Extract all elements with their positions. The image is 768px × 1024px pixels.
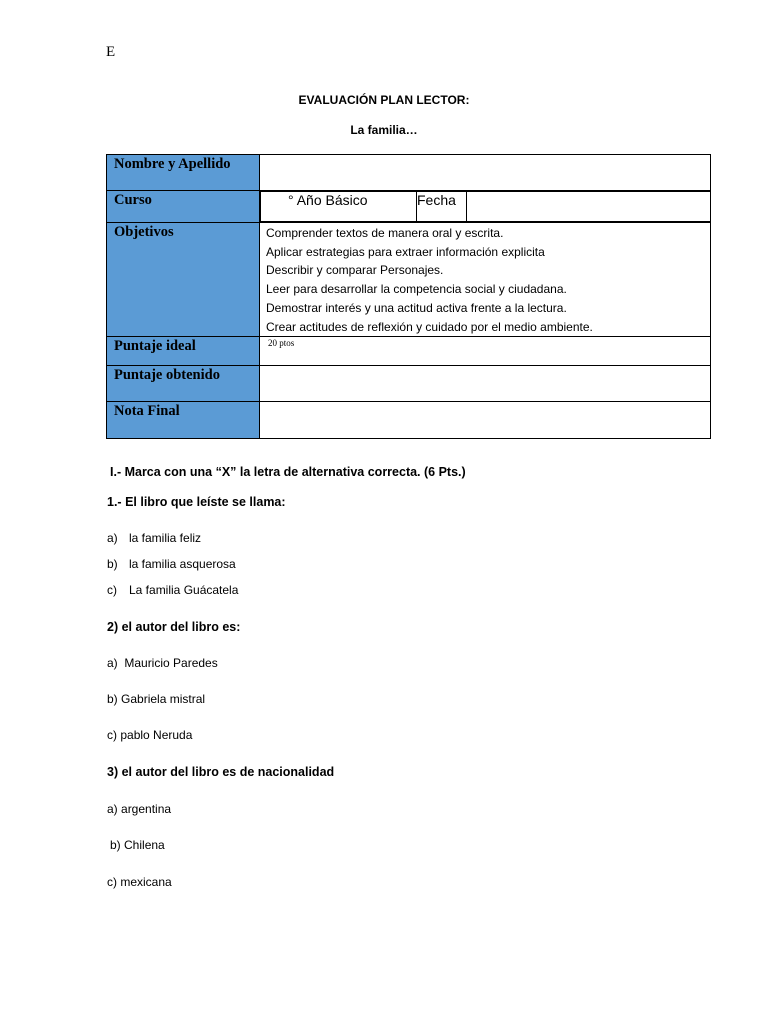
- option-row[interactable]: [107, 692, 205, 706]
- option-letter: c): [107, 728, 117, 742]
- objective-item: Leer para desarrollar la competencia social y ciudadana.: [266, 282, 567, 297]
- question-3: [107, 765, 334, 779]
- page-title: EVALUACIÓN PLAN LECTOR:: [298, 93, 470, 107]
- option-row[interactable]: [107, 728, 192, 742]
- section-instruction: I.- Marca con una “X” la letra de alternativa correcta. (6 Pts.): [110, 465, 466, 479]
- option-text: Chilena: [124, 838, 165, 852]
- option-letter: b): [110, 838, 121, 852]
- obtained-score-label: Puntaje obtenido: [107, 366, 260, 402]
- option-row[interactable]: [107, 875, 172, 889]
- objective-item: Demostrar interés y una actitud activa frente a la lectura.: [266, 300, 567, 315]
- option-text: la familia asquerosa: [129, 557, 236, 571]
- option-letter: a): [107, 531, 118, 545]
- option-letter: a): [107, 802, 118, 816]
- option-text: pablo Neruda: [120, 728, 193, 742]
- date-field[interactable]: [467, 192, 711, 222]
- course-field[interactable]: ° Año Básico: [261, 192, 417, 222]
- name-field[interactable]: [260, 155, 711, 191]
- option-text: argentina: [121, 802, 172, 816]
- objective-item: Describir y comparar Personajes.: [266, 263, 444, 278]
- option-text: Gabriela mistral: [121, 692, 206, 706]
- option-row[interactable]: [107, 656, 218, 670]
- student-info-table: [106, 154, 711, 439]
- option-row[interactable]: [107, 557, 236, 571]
- question-2: [107, 620, 240, 634]
- course-row: [260, 191, 711, 223]
- question-text: el autor del libro es:: [121, 620, 241, 634]
- course-label: Curso: [107, 191, 260, 223]
- final-grade-label: Nota Final: [107, 402, 260, 439]
- option-text: La familia Guácatela: [129, 583, 239, 597]
- question-number: 3): [107, 765, 119, 779]
- date-label: Fecha: [417, 192, 467, 222]
- option-row[interactable]: [107, 583, 238, 597]
- page-subtitle: La familia…: [350, 123, 418, 137]
- option-text: Mauricio Paredes: [124, 656, 218, 670]
- question-number: 1.-: [107, 495, 122, 509]
- obtained-score-field[interactable]: [260, 366, 711, 402]
- ideal-score-label: Puntaje ideal: [107, 337, 260, 366]
- objective-item: Crear actitudes de reflexión y cuidado por el medio ambiente.: [266, 319, 593, 334]
- option-letter: a): [107, 656, 118, 670]
- question-text: El libro que leíste se llama:: [125, 495, 286, 509]
- option-letter: b): [107, 692, 118, 706]
- name-label: Nombre y Apellido: [107, 155, 260, 191]
- option-text: mexicana: [120, 875, 172, 889]
- option-letter: b): [107, 557, 118, 571]
- option-letter: c): [107, 583, 117, 597]
- objective-item: Comprender textos de manera oral y escrita.: [266, 226, 504, 240]
- ideal-score-value: 20 ptos: [260, 337, 711, 366]
- option-row[interactable]: [107, 531, 201, 545]
- question-text: el autor del libro es de nacionalidad: [121, 765, 335, 779]
- objectives-list: [260, 223, 711, 337]
- option-row[interactable]: [107, 802, 171, 816]
- objective-item: Aplicar estrategias para extraer información explicita: [266, 244, 545, 259]
- objectives-label: Objetivos: [107, 223, 260, 337]
- option-text: la familia feliz: [129, 531, 202, 545]
- option-row[interactable]: [110, 838, 165, 852]
- final-grade-field[interactable]: [260, 402, 711, 439]
- question-number: 2): [107, 620, 119, 634]
- option-letter: c): [107, 875, 117, 889]
- question-1: [107, 495, 286, 509]
- corner-letter: E: [106, 44, 116, 60]
